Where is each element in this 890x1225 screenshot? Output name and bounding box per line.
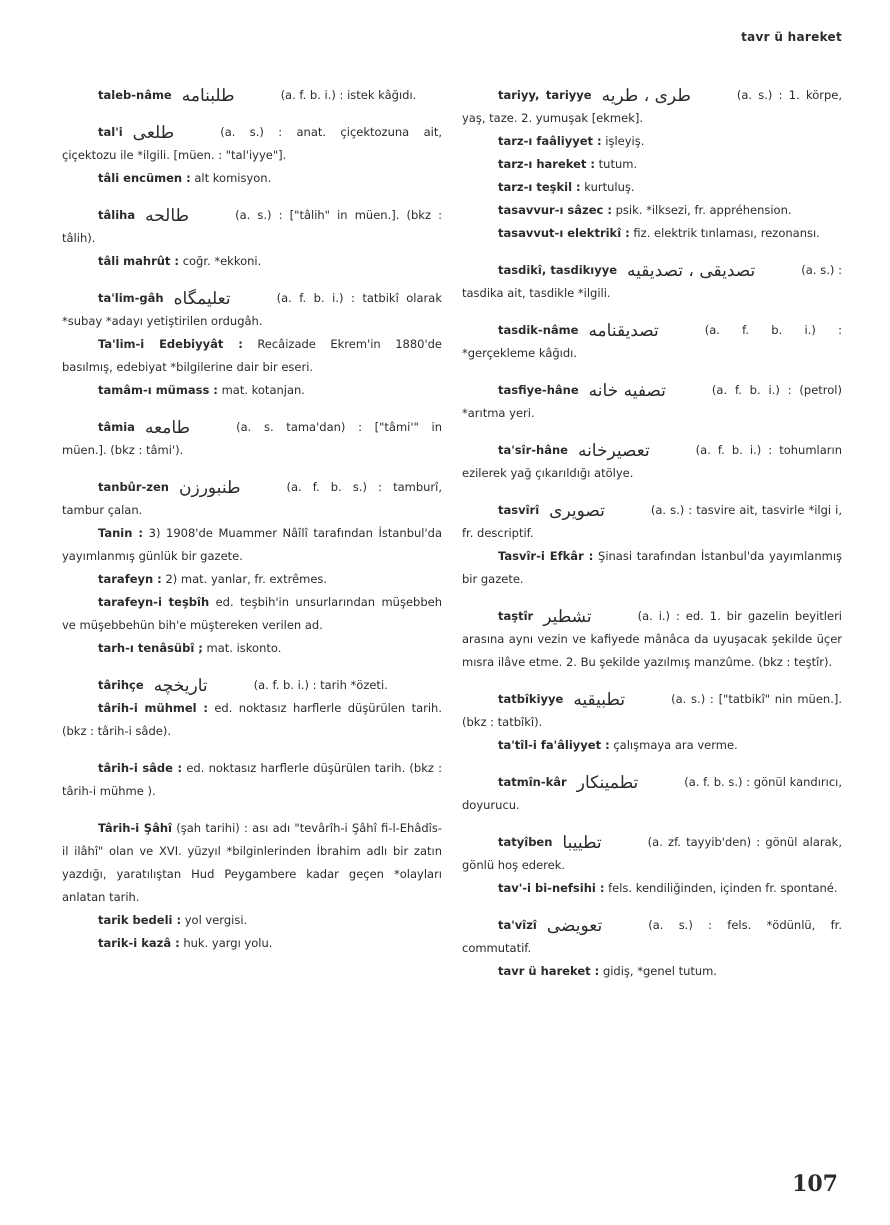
dictionary-entry bbox=[62, 167, 442, 190]
entry-definition: huk. yargı yolu. bbox=[183, 936, 273, 950]
entry-definition: (a. s.) : tasvire ait, tasvirle *ilgi i, fr. descriptif. bbox=[462, 503, 842, 540]
entry-definition: 3) 1908'de Muammer Nâîlî tarafından İstanbul'da yayımlanmış günlük bir gazete. bbox=[62, 526, 443, 563]
entry-headword: tarik bedeli : bbox=[98, 913, 182, 927]
entry-arabic-script: تطييبا bbox=[562, 832, 602, 853]
entry-definition: Şinasi tarafından İstanbul'da yayımlanmış bir gazete. bbox=[462, 549, 843, 586]
entry-headword: tasdik-nâme bbox=[498, 323, 579, 337]
dictionary-entry bbox=[462, 130, 842, 153]
dictionary-entry bbox=[462, 734, 842, 757]
dictionary-entry bbox=[62, 121, 442, 167]
entry-headword: tavr ü hareket : bbox=[498, 964, 600, 978]
entry-definition: fiz. elektrik tınlaması, rezonansı. bbox=[633, 226, 820, 240]
entry-headword: tasavvur-ı sâzec : bbox=[498, 203, 612, 217]
entry-arabic-script: طامعه bbox=[144, 417, 191, 438]
entry-headword: tanbûr-zen bbox=[98, 480, 169, 494]
entry-definition: (a. s.) : ["tatbikî" nin müen.]. (bkz : tatbîkî). bbox=[462, 692, 842, 729]
dictionary-entry bbox=[462, 319, 842, 365]
dictionary-entry bbox=[62, 697, 442, 743]
entry-arabic-script: تصديقنامه bbox=[588, 320, 659, 341]
dictionary-entry bbox=[62, 250, 442, 273]
entry-headword: Ta'lim-i Edebiyyât : bbox=[98, 337, 243, 351]
entry-headword: tatbîkiyye bbox=[498, 692, 564, 706]
dictionary-entry bbox=[462, 831, 842, 877]
entry-headword: tâli mahrût : bbox=[98, 254, 180, 268]
entry-definition: (a. f. b. i.) : (petrol) *arıtma yeri. bbox=[462, 383, 842, 420]
dictionary-entry bbox=[62, 522, 442, 568]
entry-headword: tasvîrî bbox=[498, 503, 540, 517]
dictionary-entry bbox=[462, 605, 842, 674]
entry-definition: ed. teşbih'in unsurlarından müşebbeh ve müşebbehün bih'e müştereken verilen ad. bbox=[62, 595, 442, 632]
entry-headword: ta'sîr-hâne bbox=[498, 443, 568, 457]
dictionary-entry bbox=[462, 84, 842, 130]
entry-definition: kurtuluş. bbox=[584, 180, 635, 194]
dictionary-entry bbox=[62, 84, 442, 107]
entry-headword: ta'lim-gâh bbox=[98, 291, 164, 305]
dictionary-entry bbox=[62, 591, 442, 637]
dictionary-entry bbox=[462, 771, 842, 817]
entry-definition: (a. s.) : 1. körpe, yaş, taze. 2. yumuşak [ekmek]. bbox=[462, 88, 842, 125]
entry-headword: tarik-i kazâ : bbox=[98, 936, 180, 950]
dictionary-entry bbox=[62, 817, 442, 909]
entry-definition: (a. s.) : fels. *ödünlü, fr. commutatif. bbox=[462, 918, 842, 955]
entry-definition: yol vergisi. bbox=[184, 913, 248, 927]
right-column bbox=[462, 84, 842, 983]
entry-headword: tav'-i bi-nefsihi : bbox=[498, 881, 605, 895]
entry-definition: (a. f. b. i.) : tatbikî olarak *subay *adayı yetiştirilen ordugâh. bbox=[62, 291, 442, 328]
entry-headword: ta'vîzî bbox=[498, 918, 537, 932]
entry-definition: (a. f. b. i.) : istek kâğıdı. bbox=[280, 88, 417, 102]
entry-headword: tâliha bbox=[98, 208, 136, 222]
entry-headword: tarz-ı faâliyyet : bbox=[498, 134, 602, 148]
entry-definition: (a. f. b. s.) : tamburî, tambur çalan. bbox=[62, 480, 442, 517]
entry-headword: tarh-ı tenâsübî ; bbox=[98, 641, 203, 655]
dictionary-entry bbox=[62, 568, 442, 591]
entry-headword: tasfiye-hâne bbox=[498, 383, 579, 397]
entry-definition: tutum. bbox=[598, 157, 638, 171]
entry-definition: çalışmaya ara verme. bbox=[613, 738, 738, 752]
dictionary-entry bbox=[462, 199, 842, 222]
dictionary-entry bbox=[462, 379, 842, 425]
entry-headword: tarafeyn : bbox=[98, 572, 162, 586]
entry-headword: tarz-ı teşkil : bbox=[498, 180, 581, 194]
entry-headword: taleb-nâme bbox=[98, 88, 172, 102]
entry-arabic-script: تطبيقيه bbox=[573, 689, 626, 710]
entry-arabic-script: طلعى bbox=[132, 122, 175, 143]
entry-arabic-script: تعصيرخانه bbox=[577, 440, 650, 461]
running-head: tavr ü hareket bbox=[741, 30, 842, 44]
entry-arabic-script: طرى ، طريه bbox=[601, 85, 691, 106]
entry-headword: tamâm-ı mümass : bbox=[98, 383, 218, 397]
entry-definition: (a. f. b. s.) : gönül kandırıcı, doyurucu. bbox=[462, 775, 842, 812]
dictionary-entry bbox=[462, 688, 842, 734]
entry-arabic-script: تشطير bbox=[543, 606, 592, 627]
dictionary-entry bbox=[62, 204, 442, 250]
dictionary-entry bbox=[62, 909, 442, 932]
entry-arabic-script: تعويضى bbox=[546, 915, 603, 936]
left-column bbox=[62, 84, 442, 955]
entry-headword: tâli encümen : bbox=[98, 171, 191, 185]
dictionary-entry bbox=[62, 674, 442, 697]
dictionary-entry bbox=[462, 499, 842, 545]
entry-headword: taştîr bbox=[498, 609, 534, 623]
entry-headword: tasavvut-ı elektrikî : bbox=[498, 226, 630, 240]
entry-definition: ed. noktasız harflerle düşürülen tarih. (bkz : târih-i mühme ). bbox=[62, 761, 442, 798]
dictionary-entry bbox=[62, 287, 442, 333]
entry-arabic-script: طنبورزن bbox=[179, 477, 241, 498]
dictionary-entry bbox=[462, 176, 842, 199]
entry-definition: (a. s.) : tasdika ait, tasdikle *ilgili. bbox=[462, 263, 842, 300]
entry-arabic-script: تطمينكار bbox=[576, 772, 639, 793]
entry-definition: (a. f. b. i.) : *gerçekleme kâğıdı. bbox=[462, 323, 842, 360]
entry-arabic-script: تاريخچه bbox=[153, 675, 208, 696]
dictionary-entry bbox=[62, 757, 442, 803]
entry-headword: tal'i bbox=[98, 125, 123, 139]
entry-headword: tarz-ı hareket : bbox=[498, 157, 595, 171]
dictionary-entry bbox=[62, 932, 442, 955]
entry-definition: mat. iskonto. bbox=[206, 641, 282, 655]
dictionary-entry bbox=[462, 439, 842, 485]
entry-definition: (a. zf. tayyib'den) : gönül alarak, gönlü hoş ederek. bbox=[462, 835, 842, 872]
entry-arabic-script: طالحه bbox=[145, 205, 190, 226]
entry-headword: Tanin : bbox=[98, 526, 143, 540]
entry-arabic-script: تعليمگاه bbox=[173, 288, 231, 309]
entry-headword: tarafeyn-i teşbîh bbox=[98, 595, 210, 609]
entry-arabic-script: تصديقى ، تصديقيه bbox=[627, 260, 756, 281]
entry-definition: fels. kendiliğinden, içinden fr. spontané. bbox=[608, 881, 838, 895]
entry-definition: psik. *ilksezi, fr. appréhension. bbox=[615, 203, 792, 217]
entry-definition: gidiş, *genel tutum. bbox=[602, 964, 718, 978]
entry-headword: Tasvîr-i Efkâr : bbox=[498, 549, 594, 563]
entry-headword: târih-i mühmel : bbox=[98, 701, 208, 715]
entry-definition: mat. kotanjan. bbox=[221, 383, 305, 397]
entry-definition: (a. f. b. i.) : tohumların ezilerek yağ çıkarıldığı atölye. bbox=[462, 443, 842, 480]
entry-headword: tariyy, tariyye bbox=[498, 88, 592, 102]
entry-headword: târihçe bbox=[98, 678, 144, 692]
entry-definition: (a. s. tama'dan) : ["tâmi'" in müen.]. (bkz : tâmi'). bbox=[62, 420, 442, 457]
dictionary-entry bbox=[62, 637, 442, 660]
entry-definition: işleyiş. bbox=[605, 134, 645, 148]
page-number: 107 bbox=[792, 1171, 838, 1197]
entry-headword: tatmîn-kâr bbox=[498, 775, 567, 789]
entry-definition: Recâizade Ekrem'in 1880'de basılmış, edebiyat *bilgilerine dair bir eseri. bbox=[62, 337, 442, 374]
entry-arabic-script: طلبنامه bbox=[181, 85, 235, 106]
entry-definition: coğr. *ekkoni. bbox=[182, 254, 262, 268]
entry-definition: alt komisyon. bbox=[194, 171, 272, 185]
entry-headword: ta'tîl-i fa'âliyyet : bbox=[498, 738, 610, 752]
entry-headword: tâmia bbox=[98, 420, 135, 434]
dictionary-entry bbox=[462, 222, 842, 245]
dictionary-entry bbox=[462, 545, 842, 591]
entry-definition: 2) mat. yanlar, fr. extrêmes. bbox=[165, 572, 328, 586]
entry-arabic-script: تصفيه خانه bbox=[588, 380, 666, 401]
entry-definition: (şah tarihi) : ası adı "tevârîh-i Şâhî fi-l-Ehâdîs-il ilâhî" olan ve XVI. yüzyıl *bilginlerinden İbrahim adlı bir zatın yazdığı, yaratılıştan Hud Peygambere kadar geçen *olayları anlatan tarih. bbox=[62, 821, 443, 904]
entry-definition: (a. i.) : ed. 1. bir gazelin beyitleri arasına aynı vezin ve kafiyede mânâca da uyuşacak şekilde üçer mısra ilâve etme. 2. Bu şekilde yazılmış manzûme. (bkz : teştîr). bbox=[462, 609, 842, 669]
dictionary-entry bbox=[462, 877, 842, 900]
dictionary-entry bbox=[462, 259, 842, 305]
dictionary-entry bbox=[62, 476, 442, 522]
entry-headword: Târih-i Şâhî bbox=[98, 821, 172, 835]
dictionary-entry bbox=[62, 379, 442, 402]
entry-headword: tatyîben bbox=[498, 835, 553, 849]
entry-definition: (a. s.) : anat. çiçektozuna ait, çiçektozu ile *ilgili. [müen. : "tal'iyye"]. bbox=[62, 125, 442, 162]
dictionary-entry bbox=[462, 153, 842, 176]
entry-definition: ed. noktasız harflerle düşürülen tarih. (bkz : târih-i sâde). bbox=[62, 701, 442, 738]
entry-headword: târih-i sâde : bbox=[98, 761, 183, 775]
dictionary-entry bbox=[462, 960, 842, 983]
entry-definition: (a. f. b. i.) : tarih *özeti. bbox=[253, 678, 388, 692]
entry-arabic-script: تصويرى bbox=[549, 500, 605, 521]
entry-headword: tasdikî, tasdikıyye bbox=[498, 263, 618, 277]
dictionary-entry bbox=[462, 914, 842, 960]
entry-definition: (a. s.) : ["tâlih" in müen.]. (bkz : tâlih). bbox=[62, 208, 442, 245]
dictionary-entry bbox=[62, 416, 442, 462]
dictionary-entry bbox=[62, 333, 442, 379]
